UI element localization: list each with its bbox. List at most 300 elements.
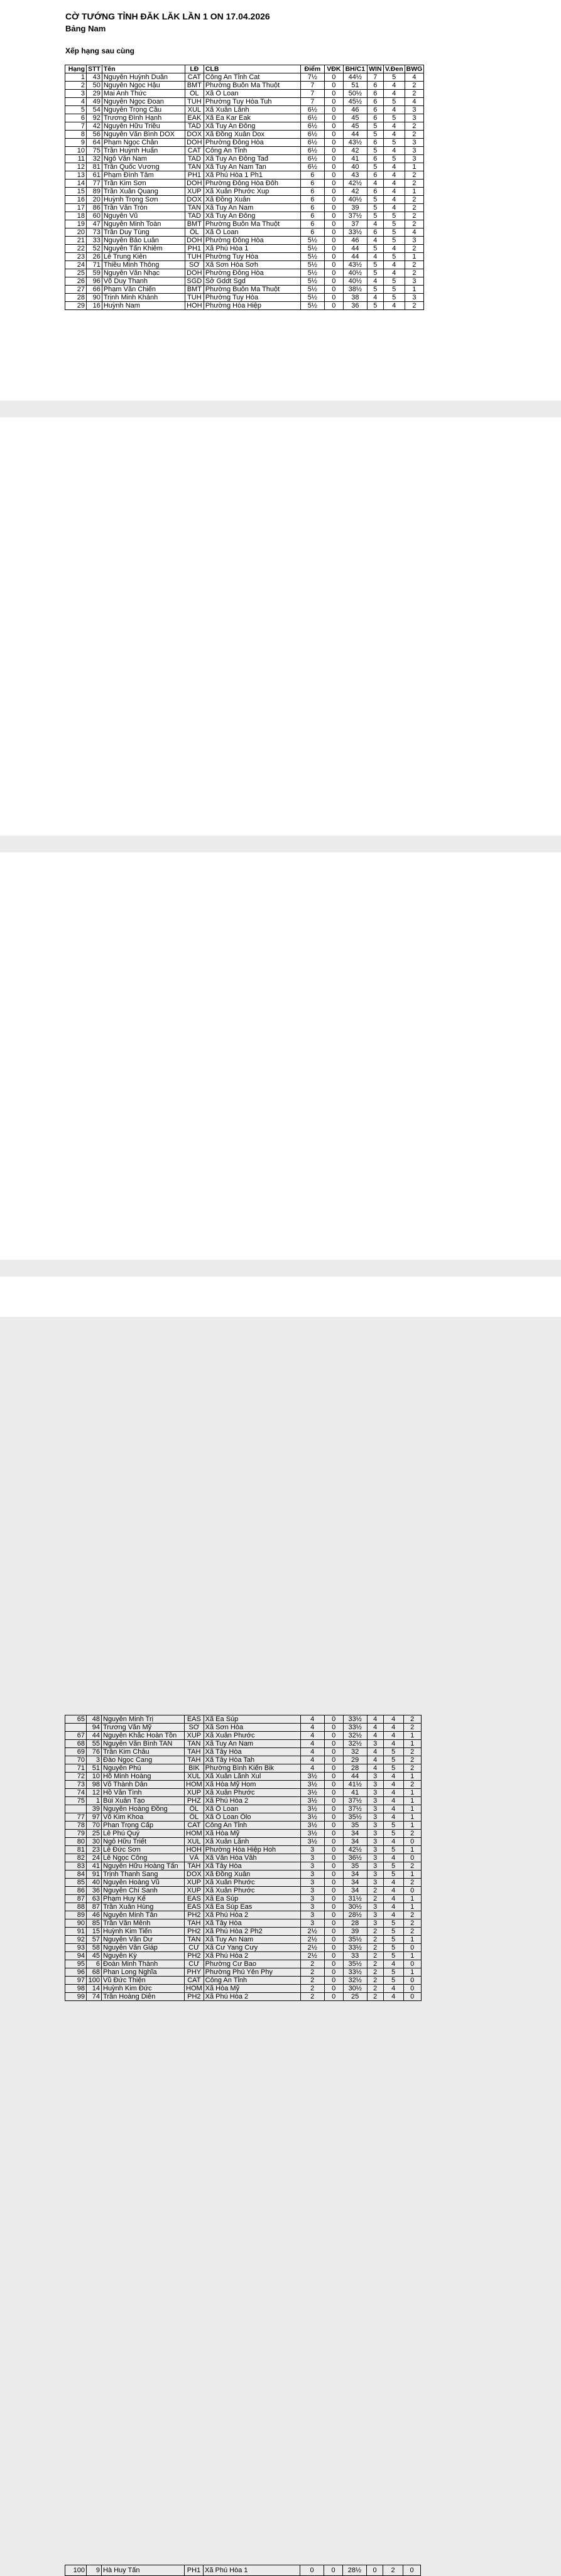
cell-rank: 77 <box>65 1813 87 1822</box>
cell-bwg: 2 <box>403 1781 421 1789</box>
cell-bwg: 0 <box>403 1960 421 1968</box>
cell-name: Nguyễn Phú <box>102 1764 185 1773</box>
cell-vdk: 0 <box>324 1977 343 1985</box>
cell-federation: HOH <box>185 302 204 310</box>
cell-club: Xã Phú Hòa 1 Ph1 <box>204 171 300 180</box>
cell-win: 7 <box>367 73 383 82</box>
cell-black: 4 <box>383 1732 403 1740</box>
cell-bh: 32½ <box>343 1732 367 1740</box>
table-row <box>65 1895 422 1903</box>
cell-bh: 39 <box>343 204 367 212</box>
cell-bh: 41 <box>343 155 367 163</box>
cell-federation: SGD <box>185 277 204 286</box>
column-header-points: Điểm <box>300 65 324 73</box>
cell-points: 3½ <box>300 1789 324 1797</box>
cell-club: Xã Phú Hòa 1 <box>204 245 300 253</box>
cell-stt: 29 <box>87 90 102 98</box>
cell-club: Xã Tây Hòa <box>204 1748 300 1756</box>
cell-bwg: 3 <box>405 237 424 245</box>
table-row <box>65 1887 422 1895</box>
cell-name: Nguyễn Văn Giáp <box>102 1944 185 1952</box>
cell-bwg: 1 <box>403 1846 421 1854</box>
cell-bwg: 1 <box>403 1968 421 1977</box>
cell-win: 4 <box>367 237 383 245</box>
cell-vdk: 0 <box>324 1797 343 1805</box>
cell-black: 4 <box>383 1993 403 2001</box>
cell-points: 3 <box>300 1903 324 1911</box>
table-row <box>65 1813 422 1822</box>
cell-name: Võ Duy Thanh <box>102 277 185 286</box>
cell-points: 3 <box>300 1895 324 1903</box>
cell-vdk: 0 <box>324 261 343 269</box>
cell-vdk: 0 <box>324 139 343 147</box>
table-row <box>65 286 424 294</box>
cell-name: Đoàn Minh Thành <box>102 1960 185 1968</box>
cell-bh: 43½ <box>343 261 367 269</box>
cell-bh: 40 <box>343 163 367 171</box>
cell-bwg: 3 <box>405 139 424 147</box>
cell-club: Phường Buôn Ma Thuột <box>204 286 300 294</box>
cell-bwg: 0 <box>403 1838 421 1846</box>
cell-club: Phường Tuy Hòa <box>204 253 300 261</box>
cell-federation: BIK <box>185 1764 204 1773</box>
cell-federation: XUP <box>185 1879 204 1887</box>
cell-stt: 16 <box>87 302 102 310</box>
cell-points: 5½ <box>300 261 324 269</box>
cell-black: 4 <box>383 131 405 139</box>
cell-stt: 70 <box>87 1822 102 1830</box>
cell-rank: 74 <box>65 1789 87 1797</box>
table-header-row <box>65 65 424 73</box>
cell-federation: XUP <box>185 188 204 196</box>
cell-black: 5 <box>383 1764 403 1773</box>
cell-rank: 25 <box>65 269 87 277</box>
cell-name: Huỳnh Kim Đức <box>102 1985 185 1993</box>
cell-vdk: 0 <box>324 1764 343 1773</box>
cell-club: Xã Tây Hòa <box>204 1862 300 1870</box>
cell-bh: 41½ <box>343 1781 367 1789</box>
cell-black: 4 <box>383 171 405 180</box>
cell-bwg: 2 <box>403 1715 421 1724</box>
cell-stt: 47 <box>87 220 102 228</box>
cell-rank: 84 <box>65 1870 87 1879</box>
cell-federation: CAT <box>185 1977 204 1985</box>
cell-vdk: 0 <box>324 1911 343 1919</box>
cell-bwg: 1 <box>403 1805 421 1813</box>
cell-vdk: 0 <box>324 1928 343 1936</box>
cell-name: Trần Văn Tròn <box>102 204 185 212</box>
cell-rank: 16 <box>65 196 87 204</box>
cell-points: 4 <box>300 1724 324 1732</box>
cell-name: Lê Ngọc Công <box>102 1854 185 1862</box>
cell-vdk: 0 <box>324 180 343 188</box>
cell-bwg: 1 <box>403 1870 421 1879</box>
cell-win: 4 <box>367 1715 383 1724</box>
cell-win: 3 <box>367 1846 383 1854</box>
cell-stt: 24 <box>87 1854 102 1862</box>
cell-bh: 33½ <box>343 1944 367 1952</box>
cell-club: Xã Tuy An Nam <box>204 204 300 212</box>
cell-vdk: 0 <box>324 1838 343 1846</box>
table-row <box>65 1854 422 1862</box>
cell-win: 4 <box>367 294 383 302</box>
table-row <box>65 98 424 106</box>
table-row <box>65 122 424 131</box>
cell-stt: 86 <box>87 204 102 212</box>
cell-points: 6 <box>300 180 324 188</box>
cell-bwg: 0 <box>403 2565 421 2576</box>
cell-name: Trần Xuân Hùng <box>102 1903 185 1911</box>
cell-points: 6 <box>300 188 324 196</box>
column-header-win: WIN <box>367 65 383 73</box>
cell-bh: 40½ <box>343 196 367 204</box>
cell-stt: 6 <box>87 1960 102 1968</box>
cell-name: Mai Anh Thức <box>102 90 185 98</box>
cell-vdk: 0 <box>324 114 343 122</box>
cell-black: 5 <box>383 1862 403 1870</box>
cell-stt: 64 <box>87 139 102 147</box>
cell-bwg: 2 <box>403 1879 421 1887</box>
cell-bh: 36½ <box>343 1854 367 1862</box>
cell-bh: 43 <box>343 171 367 180</box>
table-row <box>65 1740 422 1748</box>
cell-black: 5 <box>383 1870 403 1879</box>
cell-stt: 61 <box>87 171 102 180</box>
cell-name: Hồ Minh Hoàng <box>102 1773 185 1781</box>
cell-rank: 22 <box>65 245 87 253</box>
cell-bwg: 2 <box>405 171 424 180</box>
cell-bwg: 2 <box>405 261 424 269</box>
cell-win: 5 <box>367 286 383 294</box>
cell-name: Nguyễn Bảo Luân <box>102 237 185 245</box>
cell-federation: TAN <box>185 204 204 212</box>
cell-win: 3 <box>367 1838 383 1846</box>
cell-federation: XUP <box>185 1789 204 1797</box>
cell-points: 3½ <box>300 1781 324 1789</box>
cell-black: 5 <box>383 73 405 82</box>
cell-stt: 87 <box>87 1903 102 1911</box>
page-2 <box>0 417 561 835</box>
cell-stt: 45 <box>87 1952 102 1960</box>
cell-vdk: 0 <box>324 1968 343 1977</box>
cell-points: 2½ <box>300 1944 324 1952</box>
cell-rank: 15 <box>65 188 87 196</box>
cell-bh: 39 <box>343 1928 367 1936</box>
cell-points: 6 <box>300 204 324 212</box>
cell-name: Trần Kim Sơn <box>102 180 185 188</box>
cell-win: 5 <box>367 204 383 212</box>
cell-bwg: 3 <box>405 277 424 286</box>
cell-name: Nguyễn Khắc Hoàn Tồn <box>102 1732 185 1740</box>
cell-points: 5½ <box>300 253 324 261</box>
cell-bwg: 1 <box>403 1773 421 1781</box>
cell-stt: 71 <box>87 261 102 269</box>
cell-bwg: 2 <box>405 269 424 277</box>
cell-club: Xã Phú Hòa 2 <box>204 1911 300 1919</box>
cell-win: 4 <box>367 1732 383 1740</box>
cell-name: Trần Văn Mênh <box>102 1919 185 1928</box>
cell-black: 5 <box>383 1846 403 1854</box>
cell-federation: TUH <box>185 253 204 261</box>
cell-bwg: 2 <box>405 131 424 139</box>
table-row <box>65 1960 422 1968</box>
cell-bwg: 1 <box>403 1822 421 1830</box>
cell-vdk: 0 <box>324 1724 343 1732</box>
cell-vdk: 0 <box>324 245 343 253</box>
cell-points: 6½ <box>300 114 324 122</box>
cell-federation: EAS <box>185 1715 204 1724</box>
cell-bh: 46 <box>343 237 367 245</box>
cell-points: 6 <box>300 196 324 204</box>
cell-club: Phường Đông Hòa <box>204 139 300 147</box>
column-header-federation: LĐ <box>185 65 204 73</box>
cell-vdk: 0 <box>324 1903 343 1911</box>
cell-club: Phường Buôn Ma Thuột <box>204 82 300 90</box>
cell-win: 4 <box>367 1724 383 1732</box>
cell-vdk: 0 <box>324 171 343 180</box>
cell-name: Hồ Văn Tình <box>102 1789 185 1797</box>
cell-bh: 35½ <box>343 1936 367 1944</box>
cell-bh: 42½ <box>343 180 367 188</box>
cell-federation: TAD <box>185 122 204 131</box>
cell-bh: 36 <box>343 302 367 310</box>
cell-vdk: 0 <box>324 212 343 220</box>
cell-federation: TAN <box>185 163 204 171</box>
cell-vdk: 0 <box>324 1773 343 1781</box>
cell-bh: 42 <box>343 188 367 196</box>
cell-black: 4 <box>383 1773 403 1781</box>
cell-rank: 80 <box>65 1838 87 1846</box>
cell-rank: 24 <box>65 261 87 269</box>
cell-vdk: 0 <box>324 1781 343 1789</box>
cell-bh: 44 <box>343 245 367 253</box>
table-row <box>65 294 424 302</box>
cell-bh: 31½ <box>343 1895 367 1903</box>
cell-bh: 42½ <box>343 1846 367 1854</box>
cell-federation: HOH <box>185 1846 204 1854</box>
cell-bh: 42 <box>343 147 367 155</box>
section-title: Xếp hạng sau cùng <box>65 46 135 55</box>
cell-club: Xã Xuân Phước <box>204 1732 300 1740</box>
cell-bwg: 2 <box>405 245 424 253</box>
cell-win: 0 <box>367 2565 383 2576</box>
cell-club: Xã Tuy An Nam <box>204 1740 300 1748</box>
cell-black: 4 <box>383 1805 403 1813</box>
cell-bh: 38½ <box>343 286 367 294</box>
cell-points: 5½ <box>300 286 324 294</box>
cell-win: 2 <box>367 1993 383 2001</box>
cell-name: Nguyễn Văn Dư <box>102 1936 185 1944</box>
cell-federation: PH1 <box>185 245 204 253</box>
cell-points: 3½ <box>300 1822 324 1830</box>
cell-stt: 59 <box>87 269 102 277</box>
cell-name: Nguyễn Huỳnh Duân <box>102 73 185 82</box>
table-row <box>65 1822 422 1830</box>
cell-name: Đào Ngọc Cang <box>102 1756 185 1764</box>
cell-bh: 32½ <box>343 1977 367 1985</box>
cell-stt: 10 <box>87 1773 102 1781</box>
table-row <box>65 1944 422 1952</box>
cell-win: 2 <box>367 1936 383 1944</box>
cell-bwg: 1 <box>405 253 424 261</box>
cell-club: Phường Phú Yên Phy <box>204 1968 300 1977</box>
table-row <box>65 90 424 98</box>
cell-stt: 36 <box>87 1887 102 1895</box>
cell-rank: 81 <box>65 1846 87 1854</box>
cell-club: Xã Hòa Mỹ Hom <box>204 1781 300 1789</box>
cell-win: 5 <box>367 147 383 155</box>
cell-name: Trần Xuân Quang <box>102 188 185 196</box>
cell-club: Xã Phú Hòa 2 Ph2 <box>204 1928 300 1936</box>
cell-points: 4 <box>300 1732 324 1740</box>
cell-win: 3 <box>367 1740 383 1748</box>
cell-stt: 51 <box>87 1764 102 1773</box>
cell-federation: DOX <box>185 1870 204 1879</box>
cell-federation: TAD <box>185 212 204 220</box>
cell-vdk: 0 <box>324 90 343 98</box>
table-row <box>65 1977 422 1985</box>
cell-name: Hà Huy Tấn <box>102 2565 185 2576</box>
cell-club: Xã Ô Loan <box>204 228 300 237</box>
cell-name: Lê Phú Quý <box>102 1830 185 1838</box>
cell-stt: 12 <box>87 1789 102 1797</box>
cell-federation: DOX <box>185 131 204 139</box>
cell-stt: 85 <box>87 1919 102 1928</box>
cell-bwg: 3 <box>405 147 424 155</box>
cell-vdk: 0 <box>324 1879 343 1887</box>
cell-name: Trịnh Thanh Sang <box>102 1870 185 1879</box>
table-row <box>65 212 424 220</box>
cell-vdk: 0 <box>324 196 343 204</box>
cell-club: Xã Đồng Xuân <box>204 1870 300 1879</box>
cell-club: Xã Ô Loan <box>204 90 300 98</box>
cell-win: 5 <box>367 245 383 253</box>
cell-rank: 4 <box>65 98 87 106</box>
cell-vdk: 0 <box>324 1944 343 1952</box>
cell-club: Xã Đồng Xuân Dox <box>204 131 300 139</box>
cell-points: 3½ <box>300 1773 324 1781</box>
table-row <box>65 106 424 114</box>
cell-bh: 45 <box>343 114 367 122</box>
cell-federation: SƠ <box>185 1724 204 1732</box>
cell-win: 5 <box>367 196 383 204</box>
cell-vdk: 0 <box>324 106 343 114</box>
group-subtitle: Bảng Nam <box>65 24 106 33</box>
cell-stt: 25 <box>87 1830 102 1838</box>
cell-name: Trần Quốc Vương <box>102 163 185 171</box>
cell-federation: HOM <box>185 1781 204 1789</box>
cell-stt: 23 <box>87 1846 102 1854</box>
cell-stt: 74 <box>87 1993 102 2001</box>
cell-stt: 76 <box>87 1748 102 1756</box>
cell-rank: 70 <box>65 1756 87 1764</box>
cell-bwg: 0 <box>403 1854 421 1862</box>
cell-bwg: 0 <box>403 1985 421 1993</box>
cell-federation: CAT <box>185 147 204 155</box>
cell-bh: 33½ <box>343 1715 367 1724</box>
cell-rank: 94 <box>65 1952 87 1960</box>
cell-black: 4 <box>383 1724 403 1732</box>
cell-name: Phạm Huy Kế <box>102 1895 185 1903</box>
cell-club: Xã Ô Loan <box>204 1805 300 1813</box>
cell-vdk: 0 <box>324 1830 343 1838</box>
cell-black: 4 <box>383 245 405 253</box>
cell-black: 4 <box>383 1985 403 1993</box>
cell-black: 4 <box>383 1789 403 1797</box>
cell-vdk: 0 <box>324 269 343 277</box>
cell-win: 2 <box>367 1977 383 1985</box>
cell-bwg: 1 <box>405 188 424 196</box>
cell-black: 4 <box>383 1781 403 1789</box>
cell-points: 3 <box>300 1862 324 1870</box>
table-row <box>65 269 424 277</box>
cell-federation: SƠ <box>185 261 204 269</box>
table-row <box>65 1756 422 1764</box>
cell-bwg: 4 <box>405 228 424 237</box>
cell-vdk: 0 <box>324 1895 343 1903</box>
table-row <box>65 1724 422 1732</box>
cell-club: Xã Sơn Hòa Sơh <box>204 261 300 269</box>
cell-federation: TAD <box>185 155 204 163</box>
cell-black: 5 <box>383 253 405 261</box>
cell-name: Võ Kim Khoa <box>102 1813 185 1822</box>
cell-black: 5 <box>383 212 405 220</box>
cell-points: 6½ <box>300 155 324 163</box>
cell-name: Nguyễn Ngọc Hậu <box>102 82 185 90</box>
cell-stt: 3 <box>87 1756 102 1764</box>
cell-vdk: 0 <box>324 1805 343 1813</box>
cell-vdk: 0 <box>324 1822 343 1830</box>
cell-federation: XUL <box>185 1773 204 1781</box>
cell-points: 0 <box>300 2565 324 2576</box>
cell-vdk: 0 <box>324 188 343 196</box>
cell-vdk: 0 <box>324 302 343 310</box>
cell-federation: TAH <box>185 1919 204 1928</box>
cell-win: 5 <box>367 302 383 310</box>
cell-name: Nguyễn Tấn Khiêm <box>102 245 185 253</box>
cell-name: Nguyễn Ngọc Đoan <box>102 98 185 106</box>
cell-stt: 1 <box>87 1797 102 1805</box>
cell-club: Phường Tuy Hòa Tuh <box>204 98 300 106</box>
cell-vdk: 0 <box>324 155 343 163</box>
cell-bwg: 1 <box>403 1732 421 1740</box>
cell-points: 5½ <box>300 277 324 286</box>
cell-bh: 34 <box>343 1870 367 1879</box>
cell-win: 5 <box>367 212 383 220</box>
cell-win: 5 <box>367 163 383 171</box>
cell-rank <box>65 1724 87 1732</box>
cell-federation: CAT <box>185 73 204 82</box>
cell-stt: 14 <box>87 1985 102 1993</box>
cell-vdk: 0 <box>324 73 343 82</box>
cell-rank: 19 <box>65 220 87 228</box>
cell-stt: 75 <box>87 147 102 155</box>
cell-rank: 87 <box>65 1895 87 1903</box>
cell-name: Huỳnh Trọng Sơn <box>102 196 185 204</box>
cell-win: 3 <box>367 1862 383 1870</box>
cell-win: 4 <box>367 253 383 261</box>
cell-rank: 82 <box>65 1854 87 1862</box>
cell-bwg: 2 <box>403 1928 421 1936</box>
cell-rank: 91 <box>65 1928 87 1936</box>
cell-club: Xã Xuân Phước <box>204 1887 300 1895</box>
cell-bwg: 0 <box>403 1944 421 1952</box>
cell-black: 4 <box>383 147 405 155</box>
cell-black: 4 <box>383 82 405 90</box>
cell-bh: 44 <box>343 253 367 261</box>
cell-bh: 37½ <box>343 212 367 220</box>
cell-win: 2 <box>367 1887 383 1895</box>
